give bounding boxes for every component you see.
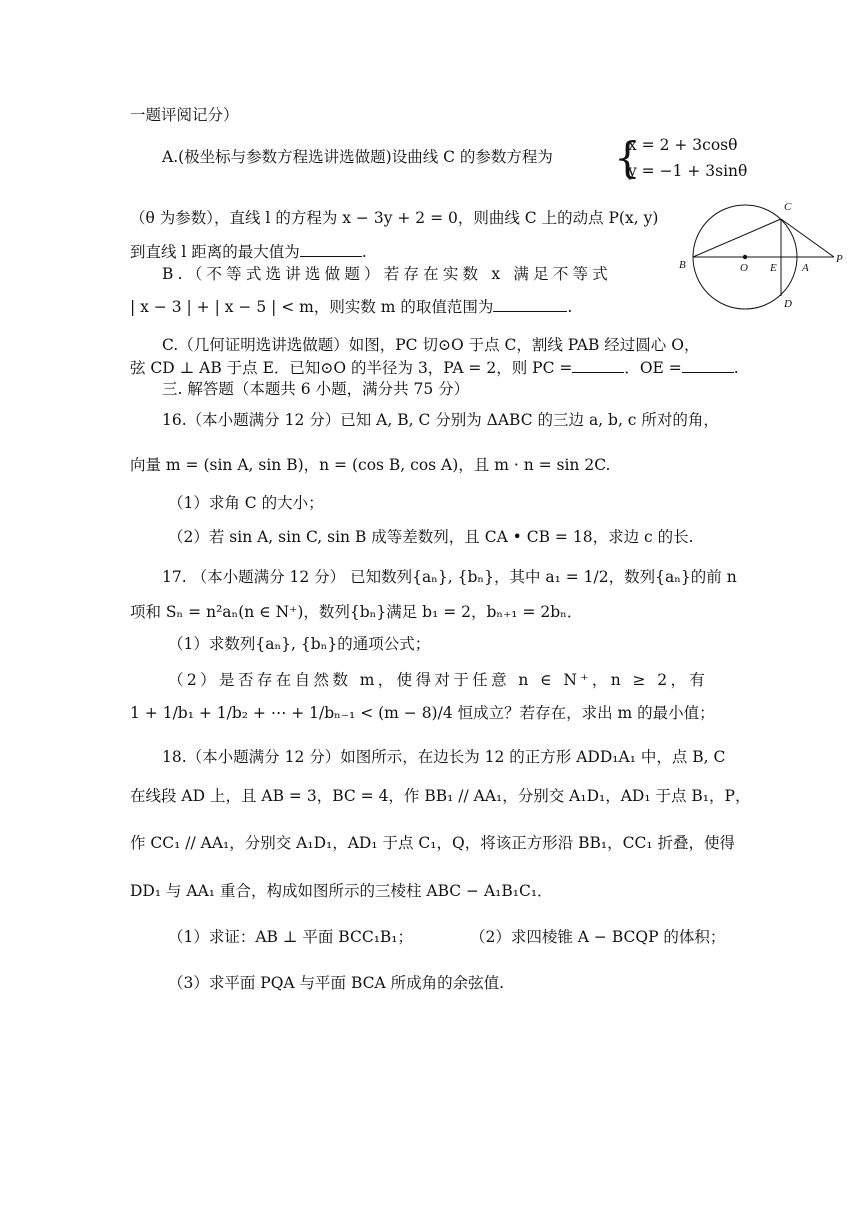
question-15c-stem: C.（几何证明选讲选做题）如图，PC 切⊙O 于点 C，割线 PAB 经过圆心 O， [162,336,700,354]
question-15b-ask: | x − 3 | + | x − 5 | < m，则实数 m 的取值范围为 [130,298,494,316]
text-line: 向量 m = (sin A, sin B)，n = (cos B, cos A)，且 m · n = sin 2C. [130,456,611,474]
text-line: DD₁ 与 AA₁ 重合，构成如图所示的三棱柱 ABC − A₁B₁C₁． [130,882,553,900]
question-18-part1: （1）求证：AB ⊥ 平面 BCC₁B₁； [168,928,414,946]
equation-brace: { [614,133,641,182]
answer-blank [682,358,734,373]
text-line: 项和 Sₙ = n²aₙ(n ∈ N⁺)，数列{bₙ}满足 b₁ = 2，bₙ₊₁ = 2bₙ． [130,603,583,621]
question-15c-ask: 弦 CD ⊥ AB 于点 E．已知⊙O 的半径为 3，PA = 2，则 PC = [130,359,573,377]
text-line [130,241,367,263]
answer-blank [300,242,362,257]
question-16-part2: （2）若 sin A, sin C, sin B 成等差数列，且 CA • CB = 18，求边 c 的长. [168,528,694,546]
label-o: O [740,262,748,274]
label-c: C [784,201,792,213]
punct: . [733,359,739,377]
question-18-stem: 18.（本小题满分 12 分）如图所示，在边长为 12 的正方形 ADD₁A₁ 中，点 B, C [162,748,726,766]
chord-bc [693,219,781,257]
question-15c-ask2: ．OE = [624,359,682,377]
text-line [130,357,739,379]
question-18-part2: （2）求四棱锥 A − BCQP 的体积； [470,928,726,946]
text-line: 作 CC₁ // AA₁，分别交 A₁D₁，AD₁ 于点 C₁，Q，将该正方形沿 BB₁，CC₁ 折叠，使得 [130,834,735,852]
answer-blank [493,297,567,312]
circle-tangent-figure [676,196,846,314]
label-a: A [802,262,809,274]
question-15a-stem: A.(极坐标与参数方程选讲选做题)设曲线 C 的参数方程为 [162,148,553,166]
question-15b-stem: B.（不等式选讲选做题）若存在实数 x 满足不等式 [162,265,612,283]
section-heading: 三. 解答题（本题共 6 小题，满分共 75 分） [162,380,470,398]
punct: . [361,243,367,261]
parametric-eq-x: x = 2 + 3cosθ [628,136,738,154]
tangent-pc [781,219,834,257]
question-17-part2: （2）是否存在自然数 m，使得对于任意 n ∈ N⁺，n ≥ 2，有 [168,671,709,689]
question-17-part1: （1）求数列{aₙ}, {bₙ}的通项公式； [168,635,431,653]
parametric-eq-y: y = −1 + 3sinθ [628,162,748,180]
question-18-part3: （3）求平面 PQA 与平面 BCA 所成角的余弦值. [168,974,505,992]
question-16-part1: （1）求角 C 的大小； [168,494,324,512]
text-line: 在线段 AD 上，且 AB = 3，BC = 4，作 BB₁ // AA₁，分别交 A₁D₁，AD₁ 于点 B₁，P， [130,787,751,805]
center-point [743,255,747,259]
text-line: （θ 为参数），直线 l 的方程为 x − 3y + 2 = 0，则曲线 C 上的动点 P(x, y) [130,209,659,227]
question-16-stem: 16.（本小题满分 12 分）已知 A, B, C 分别为 ΔABC 的三边 a, b, c 所对的角， [162,411,719,429]
question-17-stem: 17. （本小题满分 12 分） 已知数列{aₙ}, {bₙ}，其中 a₁ = 1/2，数列{aₙ}的前 n [162,568,737,586]
text-line [130,296,572,318]
label-d: D [784,298,792,310]
label-e: E [770,262,777,274]
question-15a-ask: 到直线 l 距离的最大值为 [130,243,300,261]
punct: . [567,298,573,316]
text-line: 1 + 1/b₁ + 1/b₂ + ⋯ + 1/bₙ₋₁ < (m − 8)/4 恒成立？若存在，求出 m 的最小值； [130,704,715,722]
text-line: 一题评阅记分） [130,106,239,124]
label-b: B [679,259,686,271]
answer-blank [572,358,624,373]
label-p: P [836,253,843,265]
